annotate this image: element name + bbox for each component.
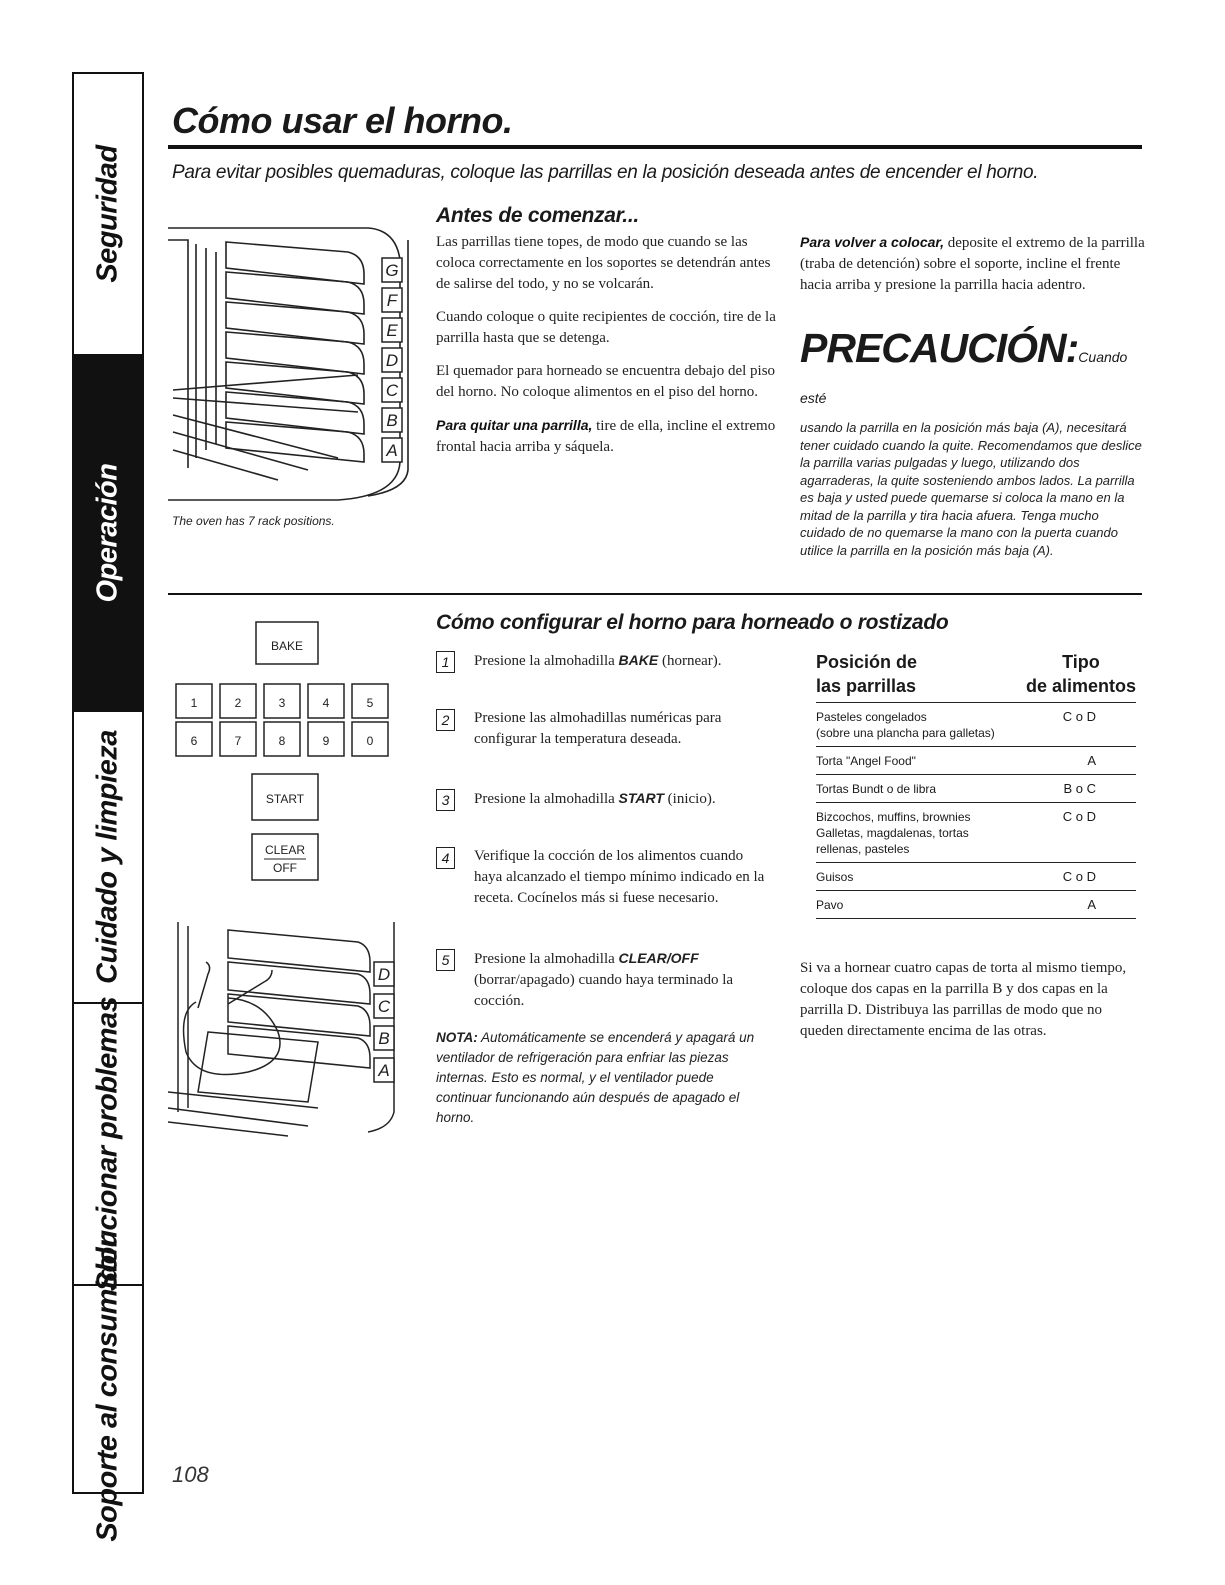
rack-cell: A: [1087, 897, 1096, 912]
food-cell: Tortas Bundt o de libra: [816, 782, 937, 796]
food-cell: Torta "Angel Food": [816, 754, 916, 768]
step-number: 1: [436, 651, 455, 673]
tab-cuidado-y-limpieza[interactable]: [74, 712, 142, 1004]
food-cell: Guisos: [816, 870, 854, 884]
table-row: [816, 891, 1136, 919]
paragraph-replace-rack: [800, 232, 1145, 296]
step-5: [436, 948, 796, 1012]
lead-text: Para volver a colocar,: [800, 234, 944, 250]
step-text: Presione la almohadilla: [474, 653, 619, 669]
note-text: Automáticamente se encenderá y apagará un ventilador de refrigeración para enfriar las piezas internas. Esto es normal, y el ventilador puede continuar funcionando aún después de apagado el horno.: [436, 1030, 755, 1125]
caution-heading: PRECAUCIÓN:: [800, 325, 1079, 371]
rack-label: B: [378, 1029, 390, 1048]
paragraph: El quemador para horneado se encuentra debajo del piso del horno. No coloque alimentos en el piso del horno.: [436, 363, 776, 400]
oven-rack-diagram: [168, 200, 418, 520]
paragraph: Las parrillas tiene topes, de modo que cuando se las coloca correctamente en los soportes se detendrán antes de salirse del todo, y no se volcarán.: [436, 234, 771, 292]
digit-label: 2: [234, 696, 242, 710]
caution-text: usando la parrilla en la posición más baja (A), necesitará tener cuidado cuando la quite. Recomendamos que deslice la parrilla varias pulgadas y luego, utilizando dos agarraderas, la quite sosteniendo ambos lados. La parrilla es baja y usted puede quemarse si coloca la mano en la mitad de la parrilla y tira hacia afuera. Tenga mucho cuidado de no quemarse la mano con la puerta cuando utilice la parrilla en la posición más baja (A).: [800, 420, 1142, 558]
paragraph: Cuando coloque o quite recipientes de cocción, tire de la parrilla hasta que se detenga.: [436, 309, 776, 346]
tab-label: Solucionar problemas: [91, 996, 124, 1292]
page-number: 108: [172, 1462, 209, 1487]
digit-label: 8: [278, 734, 286, 748]
digit-label: 5: [366, 696, 374, 710]
rack-cell: A: [1087, 753, 1096, 768]
rack-cell: C o D: [1062, 869, 1096, 884]
rack-cell: C o D: [1062, 709, 1096, 724]
step-text: (borrar/apagado) cuando haya terminado la cocción.: [474, 972, 734, 1009]
rack-label: D: [377, 965, 391, 984]
rack-label: F: [386, 291, 398, 310]
food-cell: Pavo: [816, 898, 844, 912]
step-number: 4: [436, 847, 455, 869]
digit-label: 0: [366, 734, 374, 748]
step-text: (inicio).: [663, 791, 716, 807]
pad-name: CLEAR/OFF: [618, 950, 699, 966]
pad-name: BAKE: [618, 652, 659, 668]
tab-label: Seguridad: [91, 145, 124, 283]
section-heading-config: Cómo configurar el horno para horneado o rostizado: [436, 611, 949, 634]
step-3: [436, 788, 796, 810]
step-text: Presione las almohadillas numéricas para configurar la temperatura deseada.: [474, 710, 722, 747]
digit-label: 4: [322, 696, 330, 710]
page-subtitle: Para evitar posibles quemaduras, coloque las parrillas en la posición deseada antes de encender el horno.: [172, 162, 1039, 183]
tab-label: Operación: [91, 463, 124, 603]
pad-name: START: [618, 790, 664, 806]
tab-soporte-al-consumidor[interactable]: [74, 1236, 142, 1542]
tab-seguridad[interactable]: [74, 74, 142, 356]
paragraph-text: tire de ella, incline el extremo frontal hacia arriba y sáquela.: [436, 418, 776, 455]
food-cell-note: Galletas, magdalenas, tortas rellenas, pasteles: [816, 826, 969, 856]
lead-text: Para quitar una parrilla,: [436, 417, 593, 433]
step-number: 2: [436, 709, 455, 731]
table-row: [816, 803, 1136, 863]
rack-label: E: [386, 321, 398, 340]
column-header: las parrillas: [816, 676, 917, 696]
rack-label: C: [377, 997, 391, 1016]
pad-label: OFF: [273, 861, 297, 875]
rack-cell: B o C: [1063, 781, 1096, 796]
caution-lead: Cuando esté: [800, 349, 1128, 406]
table-header: [816, 650, 1136, 703]
note-block: [436, 1028, 766, 1128]
step-text: Presione la almohadilla: [474, 951, 619, 967]
step-number: 3: [436, 789, 455, 811]
rack-label: G: [385, 261, 399, 280]
tab-label: Cuidado y limpieza: [91, 730, 124, 984]
digit-label: 6: [190, 734, 198, 748]
pad-label: BAKE: [270, 639, 304, 653]
step-2: [436, 708, 796, 750]
caution-block: [800, 325, 1145, 559]
table-row: [816, 863, 1136, 891]
column-header: de alimentos: [1025, 676, 1136, 696]
page-title: Cómo usar el horno.: [172, 100, 513, 141]
oven-roasting-illustration: [168, 912, 404, 1142]
step-number: 5: [436, 949, 455, 971]
food-cell: Bizcochos, muffins, brownies: [816, 810, 971, 824]
step-text: (hornear).: [658, 653, 722, 669]
digit-label: 7: [234, 734, 242, 748]
section-heading-antes: Antes de comenzar...: [436, 204, 639, 227]
step-text: Presione la almohadilla: [474, 791, 619, 807]
rack-label: C: [385, 381, 399, 400]
digit-label: 9: [322, 734, 330, 748]
pad-label: CLEAR: [264, 843, 306, 857]
digit-label: 3: [278, 696, 286, 710]
control-panel-illustration: [170, 608, 406, 888]
food-cell: Pasteles congelados: [816, 710, 927, 724]
rack-label: A: [378, 1061, 390, 1080]
title-rule: [168, 145, 1142, 149]
column-header: Tipo: [1062, 652, 1100, 672]
section-sidebar: [72, 72, 144, 1542]
table-row: [816, 747, 1136, 775]
tab-operacion[interactable]: [74, 356, 142, 712]
table-row: [816, 703, 1136, 747]
food-cell-note: (sobre una plancha para galletas): [816, 726, 995, 740]
rack-caption: The oven has 7 rack positions.: [172, 514, 335, 528]
rack-label: D: [385, 351, 399, 370]
paragraph-remove-rack: [436, 415, 781, 458]
step-text: Verifique la cocción de los alimentos cuando haya alcanzado el tiempo mínimo indicado en la receta. Cocínelos más si fuese necesario.: [474, 848, 765, 906]
note-lead: NOTA:: [436, 1030, 478, 1045]
rack-label: A: [386, 441, 398, 460]
step-4: [436, 846, 796, 909]
pad-label: START: [265, 792, 305, 806]
tab-label: Soporte al consumidor: [91, 1236, 124, 1542]
rack-label: B: [386, 411, 398, 430]
digit-label: 1: [190, 696, 198, 710]
paragraph: Si va a hornear cuatro capas de torta al mismo tiempo, coloque dos capas en la parrilla B y dos capas en la parrilla D. Distribuya las parrillas de modo que no queden directamente encima de las otras.: [800, 960, 1127, 1039]
step-1: [436, 650, 796, 672]
rack-position-table: [816, 650, 1136, 919]
column-header: Posición de: [816, 652, 918, 672]
rack-cell: C o D: [1062, 809, 1096, 824]
paragraph-text: deposite el extremo de la parrilla (traba de detención) sobre el soporte, incline el frente hacia arriba y presione la parrilla hacia adentro.: [800, 235, 1145, 293]
section-rule: [168, 593, 1142, 595]
table-row: [816, 775, 1136, 803]
